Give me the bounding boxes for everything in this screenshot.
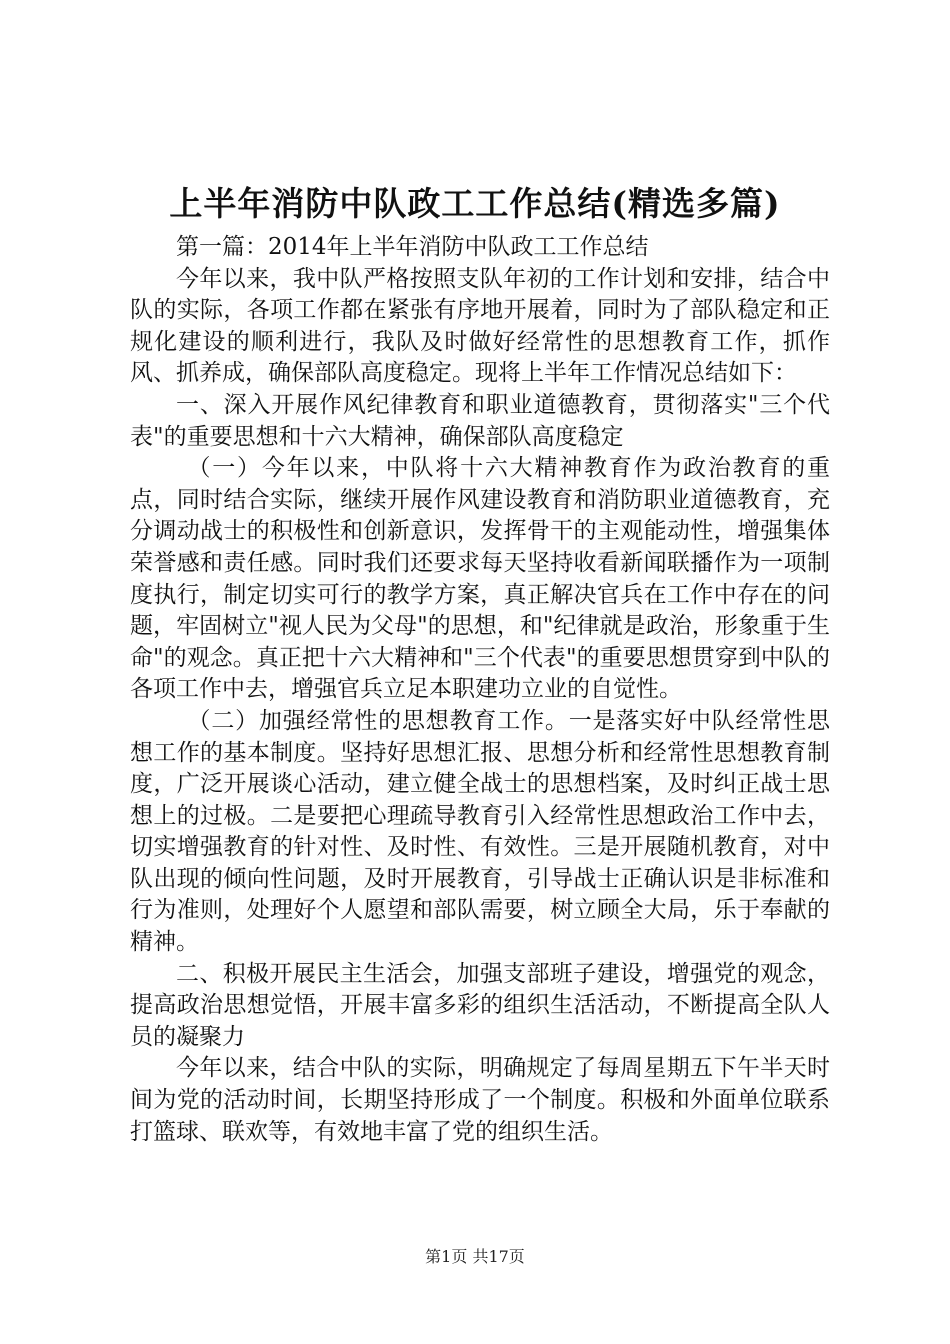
subsection-one-paragraph: （一）今年以来，中队将十六大精神教育作为政治教育的重点，同时结合实际，继续开展作风建设教育和消防职业道德教育，充分调动战士的积极性和创新意识，发挥骨干的主观能动性，增强集体荣誉感和责任感。同时我们还要求每天坚持收看新闻联播作为一项制度执行，制定切实可行的教学方案，真正解决官兵在工作中存在的问题，牢固树立"视人民为父母"的思想，和"纪律就是政治，形象重于生命"的观念。真正把十六大精神和"三个代表"的重要思想贯穿到中队的各项工作中去，增强官兵立足本职建功立业的自觉性。 (130, 455, 830, 703)
document-title: 上半年消防中队政工工作总结(精选多篇) (169, 184, 781, 223)
page-footer: 第1页 共17页 (425, 1247, 525, 1266)
subsection-two-paragraph: （二）加强经常性的思想教育工作。一是落实好中队经常性思想工作的基本制度。坚持好思想汇报、思想分析和经常性思想教育制度，广泛开展谈心活动，建立健全战士的思想档案，及时纠正战士思想上的过极。二是要把心理疏导教育引入经常性思想政治工作中去，切实增强教育的针对性、及时性、有效性。三是开展随机教育，对中队出现的倾向性问题，及时开展教育，引导战士正确认识是非标准和行为准则，处理好个人愿望和部队需要，树立顾全大局，乐于奉献的精神。 (130, 707, 830, 956)
section-heading-two: 二、积极开展民主生活会，加强支部班子建设，增强党的观念，提高政治思想觉悟，开展丰富多彩的组织生活活动，不断提高全队人员的凝聚力 (130, 960, 830, 1050)
document-body (130, 232, 830, 1148)
section-two-paragraph: 今年以来，结合中队的实际，明确规定了每周星期五下午半天时间为党的活动时间，长期坚持形成了一个制度。积极和外面单位联系打篮球、联欢等，有效地丰富了党的组织生活。 (130, 1055, 830, 1145)
intro-paragraph: 今年以来，我中队严格按照支队年初的工作计划和安排，结合中队的实际，各项工作都在紧张有序地开展着，同时为了部队稳定和正规化建设的顺利进行，我队及时做好经常性的思想教育工作，抓作风、抓养成，确保部队高度稳定。现将上半年工作情况总结如下： (130, 265, 830, 387)
section-heading-one: 一、深入开展作风纪律教育和职业道德教育，贯彻落实"三个代表"的重要思想和十六大精神，确保部队高度稳定 (130, 391, 830, 450)
section-heading-part-one: 第一篇：2014年上半年消防中队政工工作总结 (176, 234, 649, 260)
